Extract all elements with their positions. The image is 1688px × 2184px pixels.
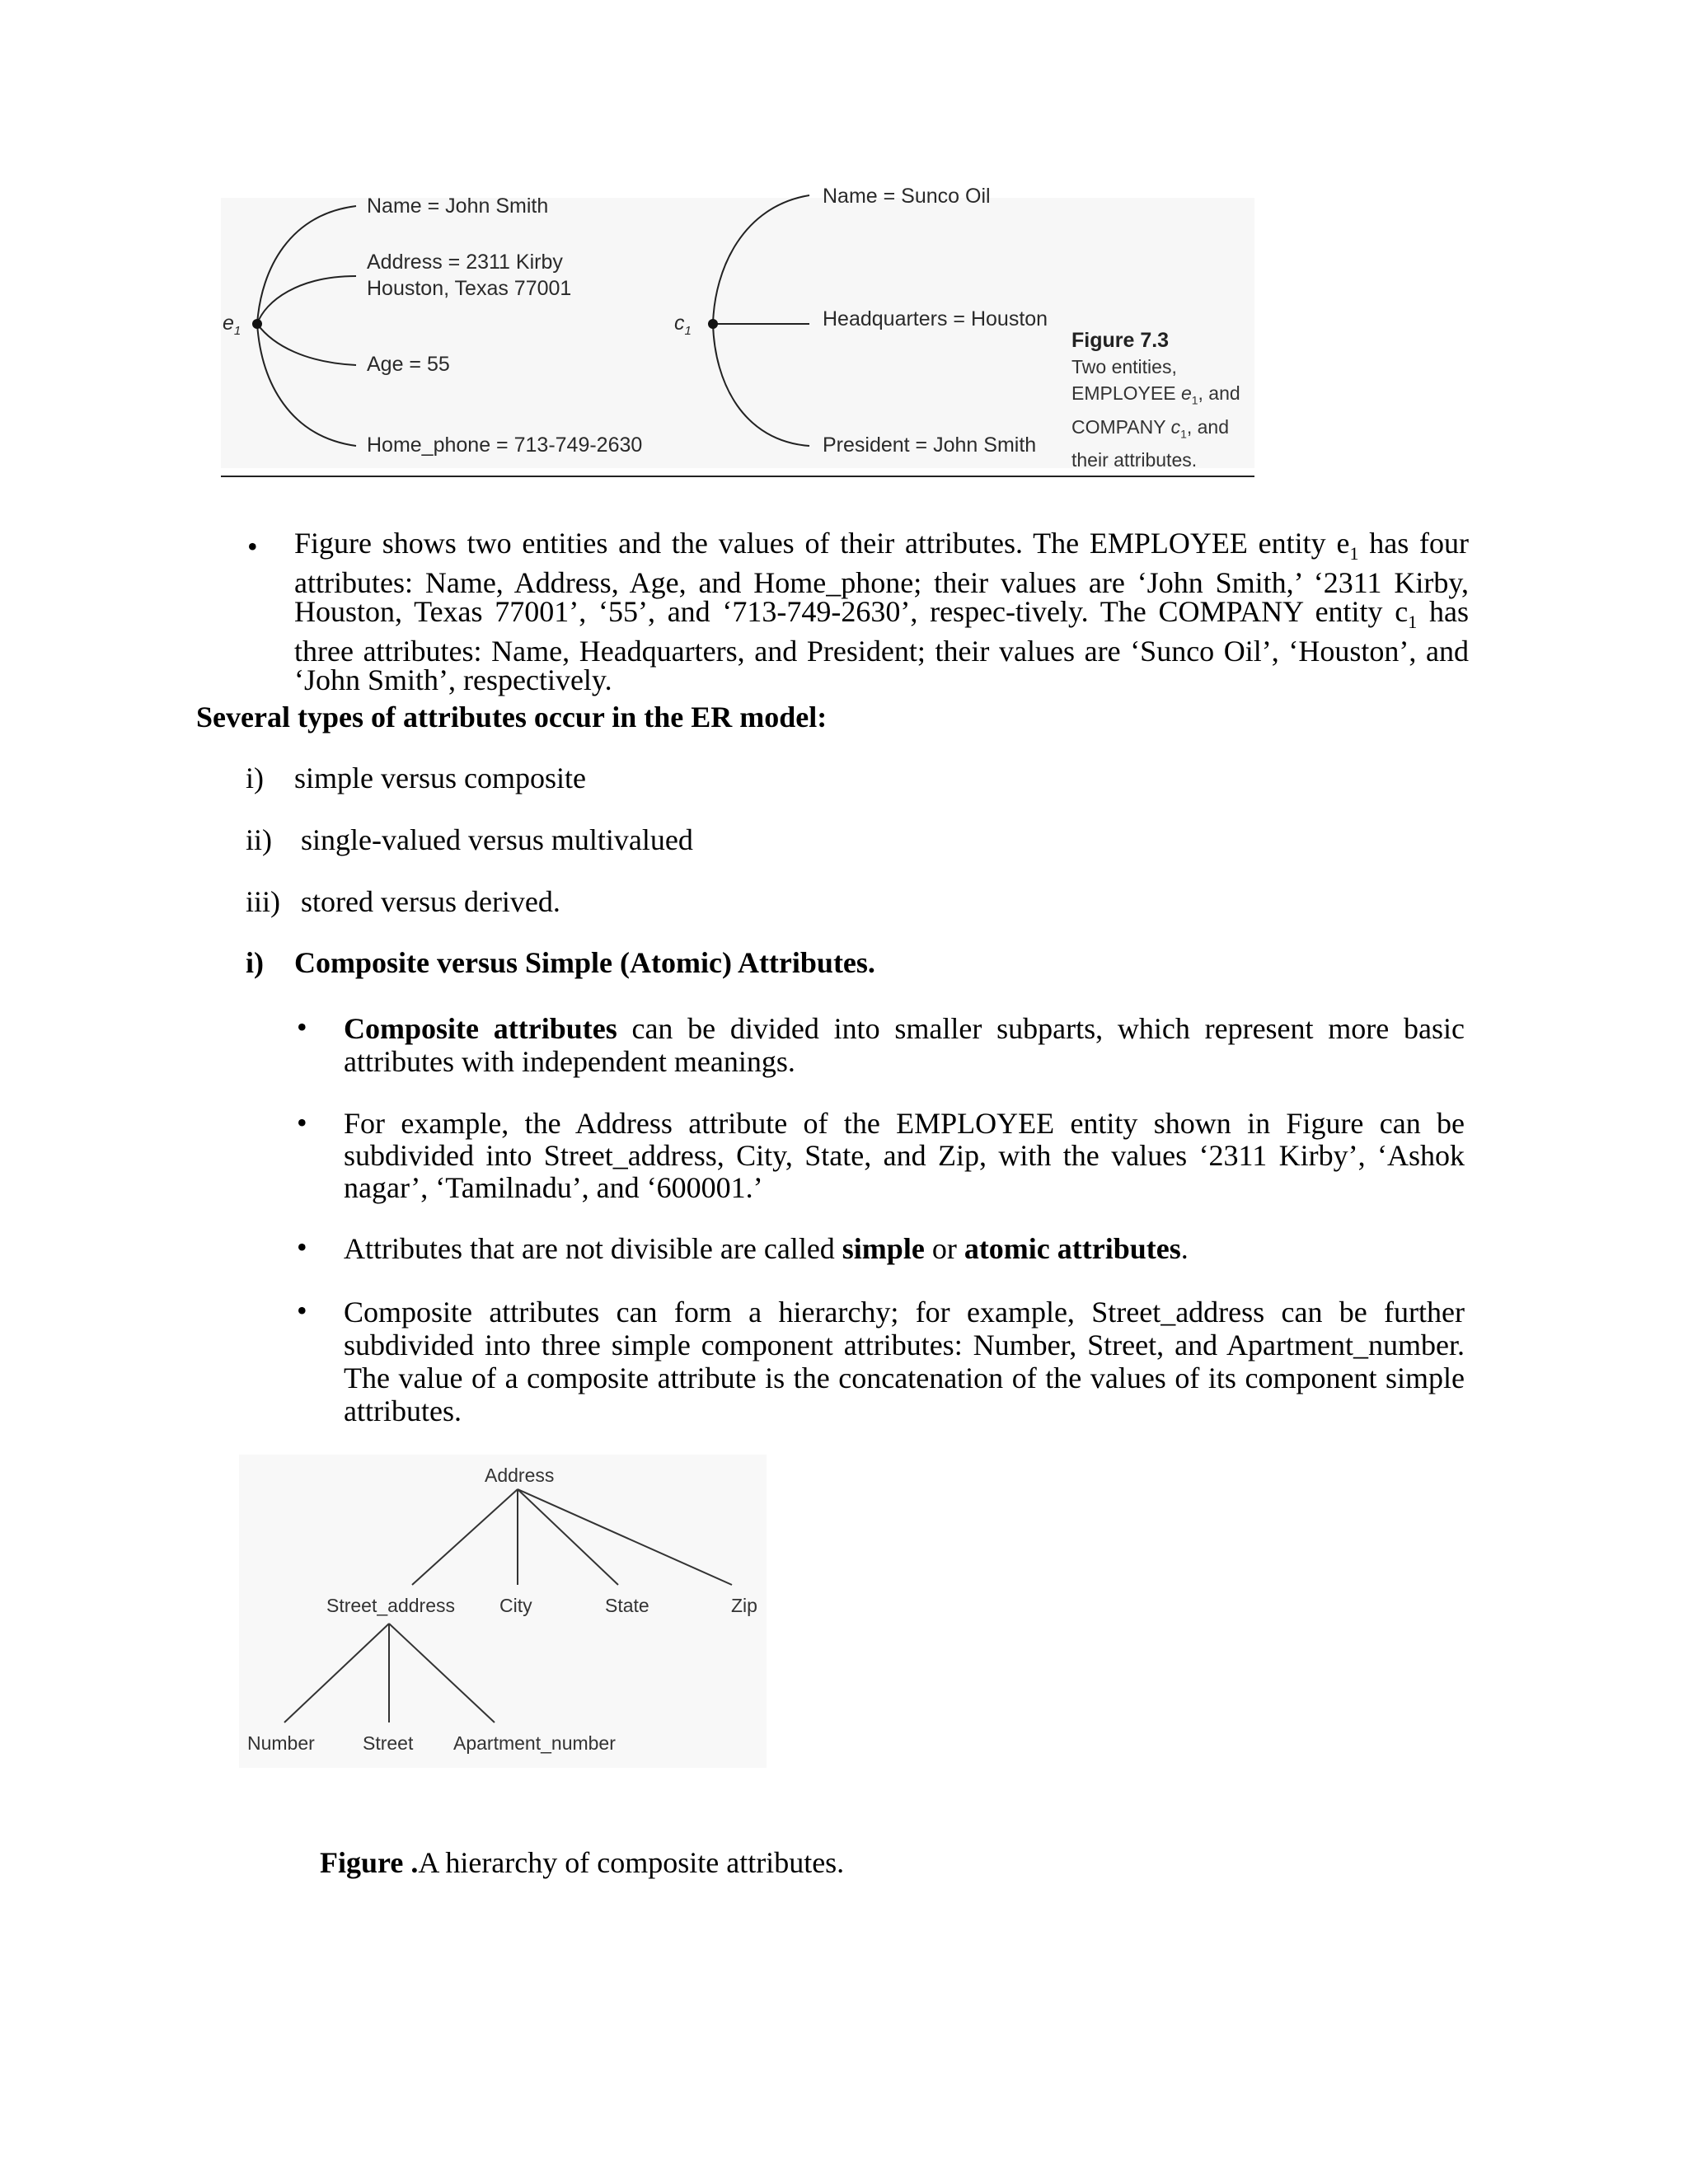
company-headquarters-attr: Headquarters = Houston (823, 307, 1048, 330)
bullet-dot: • (297, 1230, 307, 1263)
employee-name-attr: Name = John Smith (367, 194, 549, 218)
edge-home-phone (257, 324, 356, 446)
employee-address-attr-line1: Address = 2311 Kirby (367, 251, 563, 274)
edge-address-state (518, 1489, 618, 1585)
section-number: i) (246, 946, 264, 979)
figure-7-3-caption: Figure 7.3 Two entities, EMPLOYEE $e_1$, and COMPANY $c_1$, and their attributes. (1071, 329, 1240, 471)
employee-home-phone-attr: Home_phone = 713-749-2630 (367, 434, 643, 457)
node-state: State (605, 1595, 649, 1616)
figure-7-3 (216, 177, 1254, 482)
company-president-attr: President = John Smith (823, 434, 1037, 457)
composite-attribute-hierarchy-figure (239, 1455, 783, 1768)
edge-address (257, 276, 356, 324)
node-number: Number (247, 1732, 315, 1754)
edge-street-address-number (284, 1624, 389, 1722)
edge-address-street-address (412, 1489, 518, 1585)
node-city: City (499, 1595, 532, 1616)
node-address: Address (485, 1465, 555, 1486)
section-title: Composite versus Simple (Atomic) Attributes. (294, 946, 875, 979)
type-list-item: stored versus derived. (301, 885, 560, 918)
type-list-item: simple versus composite (294, 762, 586, 794)
edge-name (257, 206, 356, 324)
bullet-dot: • (247, 530, 258, 563)
bullet-dot: • (297, 1106, 307, 1139)
bullet-composite-attributes: Composite attributes can be divided into smaller subparts, which represent more basic attributes with independent meanings. (344, 1012, 1465, 1078)
employee-node-label: $e_1$ (223, 312, 241, 338)
bullet-address-example: For example, the Address attribute of the EMPLOYEE entity shown in Figure can be subdivided into Street_address, City, State, and Zip, with the values ‘2311 Kirby’, ‘Ashok nagar’, ‘Tamilnadu’, and ‘600001.’ (344, 1107, 1465, 1204)
hierarchy-figure-caption: Figure .A hierarchy of composite attributes. (320, 1846, 845, 1879)
node-apartment-number: Apartment_number (453, 1732, 616, 1754)
company-node-label: $c_1$ (674, 312, 692, 338)
bullet-hierarchy: Composite attributes can form a hierarchy; for example, Street_address can be further subdivided into three simple component attributes: Number, Street, and Apartment_number. The value of a composite attribute is the concatenation of the values of its component simple attributes. (344, 1296, 1465, 1427)
employee-age-attr: Age = 55 (367, 353, 450, 376)
company-name-attr: Name = Sunco Oil (823, 185, 991, 208)
employee-node-dot (252, 319, 262, 329)
type-list-number: ii) (246, 823, 272, 856)
figure-rule (221, 476, 1254, 477)
edge-street-address-apartment (389, 1624, 495, 1722)
node-street-address: Street_address (326, 1595, 455, 1616)
bullet-simple-atomic: Attributes that are not divisible are called simple or atomic attributes. (344, 1232, 1189, 1265)
type-list-item: single-valued versus multivalued (301, 823, 693, 856)
node-street: Street (363, 1732, 414, 1754)
intro-paragraph: Figure shows two entities and the values of their attributes. The EMPLOYEE entity $e_1$ has four attributes: Name, Address, Age, and Home_phone; their values are ‘John Smith,’ ‘2311 Kirby, Houston, Texas 77001’, ‘55’, and ‘713-749-2630’, respec-tively. The COMPANY entity $c_1$ has three attributes: Name, Headquarters, and President; their values are ‘Sunco Oil’, ‘Houston’, and ‘John Smith’, respectively. (294, 527, 1469, 697)
edge-address-zip (518, 1489, 732, 1585)
node-zip: Zip (731, 1595, 757, 1616)
company-node-dot (708, 319, 718, 329)
attribute-types-heading: Several types of attributes occur in the ER model: (196, 701, 828, 733)
employee-address-attr-line2: Houston, Texas 77001 (367, 277, 572, 300)
bullet-dot: • (297, 1010, 307, 1043)
edge-president (713, 324, 809, 446)
type-list-number: i) (246, 762, 264, 794)
edge-company-name (713, 195, 809, 324)
edge-age (257, 324, 356, 365)
bullet-dot: • (297, 1294, 307, 1327)
type-list-number: iii) (246, 885, 280, 918)
